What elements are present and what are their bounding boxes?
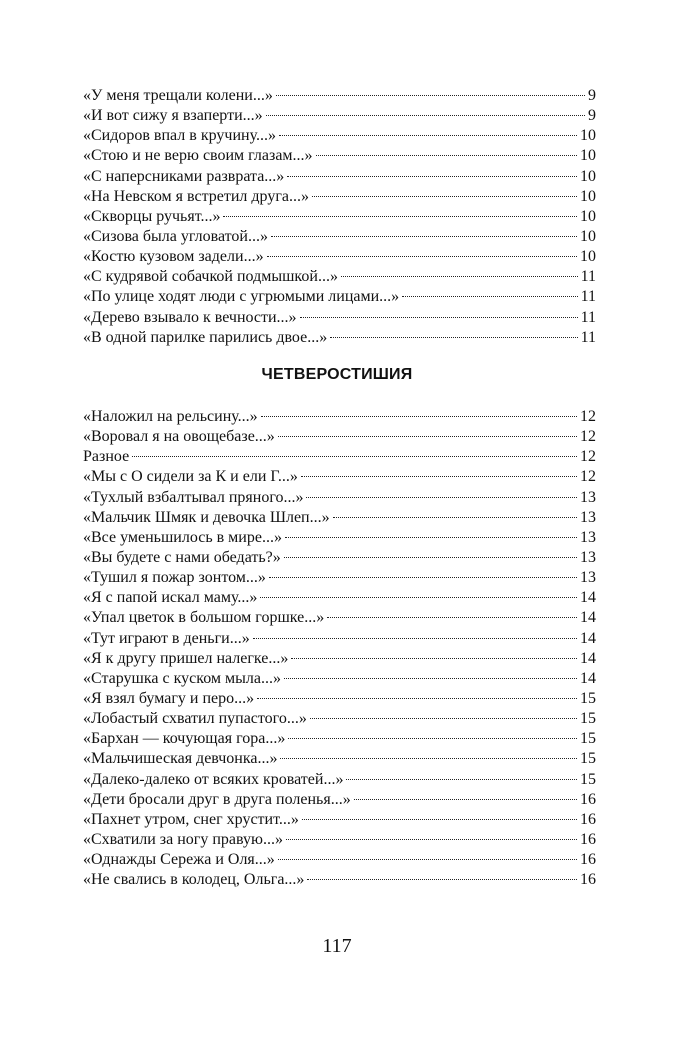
toc-entry-title: «Дети бросали друг в друга поленья...» — [83, 790, 351, 808]
toc-entry — [83, 227, 596, 247]
dot-leader — [286, 839, 577, 840]
dot-leader — [132, 456, 577, 457]
dot-leader — [327, 617, 577, 618]
toc-entry — [83, 608, 596, 628]
dot-leader — [287, 176, 577, 177]
toc-entry — [83, 308, 596, 328]
dot-leader — [261, 416, 577, 417]
toc-entry-title: «Тухлый взбалтывал пряного...» — [83, 488, 304, 506]
toc-entry — [83, 568, 596, 588]
toc-entry-title: «Стою и не верю своим глазам...» — [83, 147, 313, 165]
toc-entry-title: «Мальчик Шмяк и девочка Шлеп...» — [83, 508, 330, 526]
toc-entry — [83, 328, 596, 348]
toc-entry-page: 14 — [580, 629, 596, 647]
dot-leader — [354, 799, 577, 800]
toc-entry-title: «Я с папой искал маму...» — [83, 589, 258, 607]
dot-leader — [267, 256, 577, 257]
toc-entry — [83, 427, 596, 447]
toc-entry-page: 10 — [580, 127, 596, 145]
dot-leader — [306, 497, 577, 498]
dot-leader — [333, 517, 577, 518]
toc-entry-title: «Скворцы ручьят...» — [83, 207, 221, 225]
toc-entry-title: «Схватили за ногу правую...» — [83, 830, 283, 848]
dot-leader — [291, 658, 577, 659]
toc-entry-title: «По улице ходят люди с угрюмыми лицами...» — [83, 288, 400, 306]
toc-entry — [83, 287, 596, 307]
toc-entry — [83, 770, 596, 790]
toc-entry-title: «Пахнет утром, снег хрустит...» — [83, 810, 299, 828]
toc-entry-page: 12 — [580, 428, 596, 446]
toc-entry-title: «С кудрявой собачкой подмышкой...» — [83, 268, 338, 286]
toc-entry — [83, 447, 596, 467]
toc-entry — [83, 810, 596, 830]
toc-entry — [83, 830, 596, 850]
dot-leader — [312, 196, 577, 197]
toc-entry-page: 10 — [580, 147, 596, 165]
toc-entry-title: «У меня трещали колени...» — [83, 87, 273, 104]
toc-entry — [83, 508, 596, 528]
toc-entry — [83, 588, 596, 608]
dot-leader — [284, 678, 577, 679]
toc-entry-title: «Вы будете с нами обедать?» — [83, 548, 281, 566]
toc-entry-page: 12 — [580, 468, 596, 486]
toc-entry-title: «Однажды Сережа и Оля...» — [83, 851, 275, 869]
toc-entry-title: «Далеко-далеко от всяких кроватей...» — [83, 770, 344, 788]
toc-entry — [83, 207, 596, 227]
dot-leader — [280, 758, 577, 759]
toc-entry — [83, 86, 596, 106]
dot-leader — [279, 135, 577, 136]
toc-entry-title: «Бархан — кочующая гора...» — [83, 730, 286, 748]
toc-entry-page: 15 — [580, 730, 596, 748]
toc-entry-title: «Воровал я на овощебазе...» — [83, 428, 275, 446]
toc-entry-page: 11 — [580, 328, 596, 346]
dot-leader — [346, 779, 577, 780]
dot-leader — [276, 95, 585, 96]
toc-entry-page: 9 — [588, 107, 596, 125]
toc-entry-title: «На Невском я встретил друга...» — [83, 187, 309, 205]
toc-entry — [83, 247, 596, 267]
toc-entry — [83, 790, 596, 810]
toc-entry — [83, 407, 596, 427]
toc-entry-page: 10 — [580, 207, 596, 225]
toc-entry — [83, 146, 596, 166]
toc-entry-title: «Мальчишеская девчонка...» — [83, 750, 278, 768]
section-heading: ЧЕТВЕРОСТИШИЯ — [261, 366, 413, 383]
toc-entry — [83, 467, 596, 487]
dot-leader — [310, 718, 577, 719]
toc-entry-title: «И вот сижу я взаперти...» — [83, 107, 263, 125]
dot-leader — [269, 577, 577, 578]
toc-entry-page: 12 — [580, 448, 596, 466]
toc-entry-page: 11 — [580, 268, 596, 286]
toc-entry — [83, 548, 596, 568]
toc-entry-page: 11 — [580, 308, 596, 326]
dot-leader — [257, 698, 577, 699]
dot-leader — [301, 476, 577, 477]
toc-entry — [83, 649, 596, 669]
toc-entry-page: 16 — [580, 851, 596, 869]
toc-entry-page: 14 — [580, 649, 596, 667]
dot-leader — [302, 819, 577, 820]
toc-entry-page: 13 — [580, 528, 596, 546]
toc-entry-title: «Упал цветок в большом горшке...» — [83, 609, 325, 627]
toc-entry-page: 11 — [580, 288, 596, 306]
toc-entry-page: 14 — [580, 609, 596, 627]
toc-entry — [83, 629, 596, 649]
toc-entry-page: 15 — [580, 689, 596, 707]
dot-leader — [316, 155, 577, 156]
toc-entry-title: «Тут играют в деньги...» — [83, 629, 250, 647]
dot-leader — [260, 597, 577, 598]
dot-leader — [285, 537, 577, 538]
dot-leader — [341, 276, 578, 277]
toc-entry — [83, 187, 596, 207]
toc-entry — [83, 709, 596, 729]
toc-entry — [83, 850, 596, 870]
toc-entry-title: «Наложил на рельсину...» — [83, 408, 258, 425]
toc-entry-page: 9 — [588, 87, 596, 104]
toc-entry-page: 15 — [580, 750, 596, 768]
toc-entry — [83, 749, 596, 769]
toc-entry-title: «Все уменьшилось в мире...» — [83, 528, 282, 546]
toc-entry — [83, 669, 596, 689]
dot-leader — [278, 436, 577, 437]
dot-leader — [307, 879, 577, 880]
dot-leader — [300, 317, 578, 318]
toc-entry-title: Разное — [83, 448, 130, 466]
toc-entry — [83, 126, 596, 146]
toc-entry-title: «Костю кузовом задели...» — [83, 248, 264, 266]
toc-entry-page: 16 — [580, 830, 596, 848]
toc-entry-title: «Мы с О сидели за К и ели Г...» — [83, 468, 298, 486]
toc-entry-page: 13 — [580, 488, 596, 506]
dot-leader — [402, 296, 577, 297]
toc-entry-page: 10 — [580, 227, 596, 245]
toc-entry-page: 15 — [580, 770, 596, 788]
toc-entry-title: «Я к другу пришел налегке...» — [83, 649, 289, 667]
toc-entry — [83, 528, 596, 548]
toc-entry-page: 13 — [580, 548, 596, 566]
page-number: 117 — [322, 935, 352, 957]
toc-entry-title: «В одной парилке парились двое...» — [83, 328, 328, 346]
dot-leader — [284, 557, 577, 558]
dot-leader — [253, 638, 577, 639]
dot-leader — [288, 738, 577, 739]
toc-list-poems — [83, 86, 596, 348]
toc-entry-page: 13 — [580, 508, 596, 526]
toc-entry-page: 12 — [580, 408, 596, 425]
toc-entry — [83, 729, 596, 749]
toc-entry — [83, 267, 596, 287]
toc-entry-page: 10 — [580, 248, 596, 266]
dot-leader — [271, 236, 577, 237]
toc-entry-title: «Дерево взывало к вечности...» — [83, 308, 297, 326]
toc-entry — [83, 870, 596, 890]
toc-entry-page: 14 — [580, 589, 596, 607]
toc-entry — [83, 106, 596, 126]
toc-entry-page: 14 — [580, 669, 596, 687]
toc-entry-title: «Я взял бумагу и перо...» — [83, 689, 255, 707]
toc-entry-page: 13 — [580, 569, 596, 587]
dot-leader — [278, 859, 577, 860]
toc-entry-title: «Сидоров впал в кручину...» — [83, 127, 276, 145]
toc-entry-title: «Сизова была угловатой...» — [83, 227, 268, 245]
toc-entry-title: «Старушка с куском мыла...» — [83, 669, 281, 687]
dot-leader — [223, 216, 577, 217]
toc-entry-title: «Лобастый схватил пупастого...» — [83, 710, 307, 728]
toc-entry — [83, 167, 596, 187]
toc-entry-page: 15 — [580, 710, 596, 728]
toc-entry — [83, 488, 596, 508]
toc-entry-page: 16 — [580, 871, 596, 889]
toc-entry-title: «Тушил я пожар зонтом...» — [83, 569, 266, 587]
toc-entry-title: «Не свались в колодец, Ольга...» — [83, 871, 305, 889]
toc-entry-title: «С наперсниками разврата...» — [83, 167, 285, 185]
toc-list-quatrains — [83, 407, 596, 890]
toc-entry-page: 16 — [580, 810, 596, 828]
toc-entry-page: 10 — [580, 167, 596, 185]
toc-entry-page: 10 — [580, 187, 596, 205]
toc-entry-page: 16 — [580, 790, 596, 808]
dot-leader — [266, 115, 585, 116]
dot-leader — [330, 337, 577, 338]
toc-entry — [83, 689, 596, 709]
